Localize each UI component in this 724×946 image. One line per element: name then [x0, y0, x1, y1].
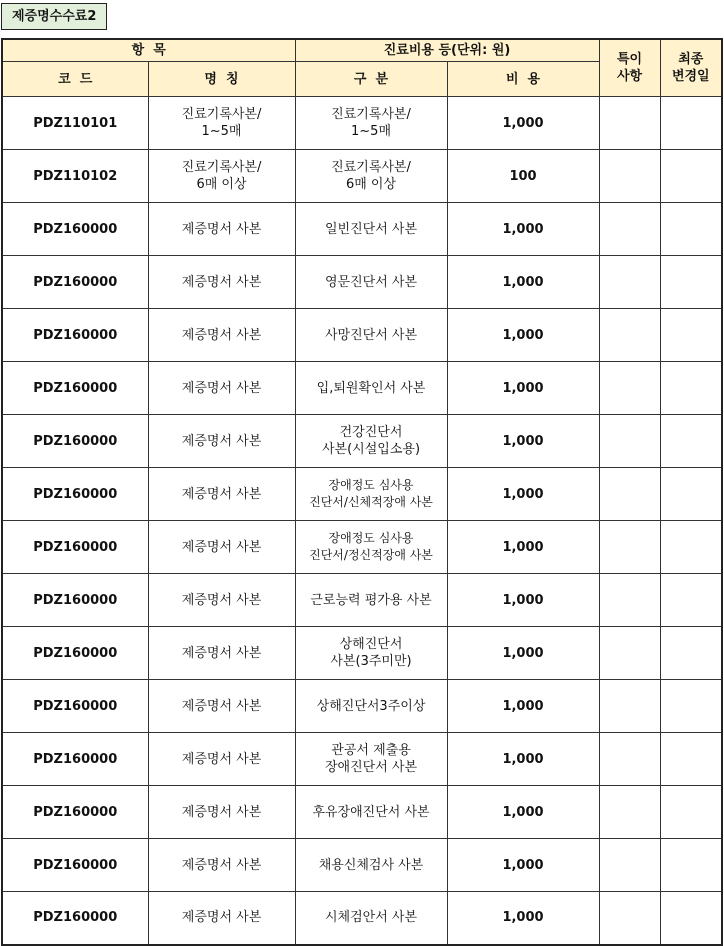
- code-cell: PDZ160000: [2, 574, 148, 627]
- fee-cell: 1,000: [447, 574, 599, 627]
- category-cell: 관공서 제출용 장애진단서 사본: [295, 733, 447, 786]
- remarks-cell: [599, 468, 660, 521]
- remarks-cell: [599, 627, 660, 680]
- remarks-cell: [599, 680, 660, 733]
- last-changed-cell: [660, 150, 722, 203]
- fee-cell: 1,000: [447, 892, 599, 945]
- last-changed-cell: [660, 203, 722, 256]
- category-cell: 사망진단서 사본: [295, 309, 447, 362]
- fee-table-body: [2, 97, 722, 945]
- fee-cell: 1,000: [447, 362, 599, 415]
- name-cell: 제증명서 사본: [148, 892, 295, 945]
- cost-group-header: 진료비용 등(단위: 원): [295, 39, 599, 62]
- code-cell: PDZ160000: [2, 627, 148, 680]
- last-changed-cell: [660, 574, 722, 627]
- category-cell: 일빈진단서 사본: [295, 203, 447, 256]
- code-header: 코 드: [2, 62, 148, 97]
- last-changed-cell: [660, 309, 722, 362]
- fee-cell: 1,000: [447, 839, 599, 892]
- last-changed-cell: [660, 680, 722, 733]
- table-row: [2, 892, 722, 945]
- remarks-cell: [599, 97, 660, 150]
- remarks-cell: [599, 203, 660, 256]
- name-cell: 제증명서 사본: [148, 839, 295, 892]
- category-cell: 진료기록사본/ 6매 이상: [295, 150, 447, 203]
- name-cell: 제증명서 사본: [148, 521, 295, 574]
- code-cell: PDZ160000: [2, 362, 148, 415]
- fee-cell: 1,000: [447, 468, 599, 521]
- name-cell: 진료기록사본/ 6매 이상: [148, 150, 295, 203]
- remarks-cell: [599, 733, 660, 786]
- name-cell: 제증명서 사본: [148, 362, 295, 415]
- code-cell: PDZ160000: [2, 415, 148, 468]
- name-cell: 제증명서 사본: [148, 468, 295, 521]
- fee-cell: 1,000: [447, 97, 599, 150]
- fee-cell: 1,000: [447, 786, 599, 839]
- table-row: [2, 309, 722, 362]
- name-cell: 제증명서 사본: [148, 574, 295, 627]
- category-cell: 입,퇴원확인서 사본: [295, 362, 447, 415]
- category-cell: 상해진단서3주이상: [295, 680, 447, 733]
- table-row: [2, 839, 722, 892]
- name-cell: 제증명서 사본: [148, 627, 295, 680]
- code-cell: PDZ160000: [2, 680, 148, 733]
- table-row: [2, 97, 722, 150]
- fee-header: 비 용: [447, 62, 599, 97]
- fee-cell: 1,000: [447, 680, 599, 733]
- code-cell: PDZ160000: [2, 733, 148, 786]
- code-cell: PDZ160000: [2, 839, 148, 892]
- name-cell: 진료기록사본/ 1~5매: [148, 97, 295, 150]
- table-row: [2, 680, 722, 733]
- code-cell: PDZ160000: [2, 521, 148, 574]
- table-row: [2, 786, 722, 839]
- category-cell: 근로능력 평가용 사본: [295, 574, 447, 627]
- remarks-cell: [599, 839, 660, 892]
- name-cell: 제증명서 사본: [148, 256, 295, 309]
- code-cell: PDZ160000: [2, 256, 148, 309]
- item-group-header: 항 목: [2, 39, 295, 62]
- category-cell: 채용신체검사 사본: [295, 839, 447, 892]
- category-cell: 영문진단서 사본: [295, 256, 447, 309]
- table-row: [2, 203, 722, 256]
- last-changed-header: 최종 변경일: [660, 39, 722, 97]
- name-cell: 제증명서 사본: [148, 786, 295, 839]
- category-cell: 건강진단서 사본(시설입소용): [295, 415, 447, 468]
- last-changed-cell: [660, 733, 722, 786]
- last-changed-cell: [660, 786, 722, 839]
- remarks-cell: [599, 309, 660, 362]
- name-header: 명 칭: [148, 62, 295, 97]
- category-cell: 상해진단서 사본(3주미만): [295, 627, 447, 680]
- document-title: 제증명수수료2: [1, 3, 107, 30]
- remarks-cell: [599, 892, 660, 945]
- fee-cell: 1,000: [447, 256, 599, 309]
- remarks-cell: [599, 256, 660, 309]
- table-row: [2, 362, 722, 415]
- code-cell: PDZ160000: [2, 468, 148, 521]
- name-cell: 제증명서 사본: [148, 415, 295, 468]
- table-row: [2, 150, 722, 203]
- code-cell: PDZ160000: [2, 786, 148, 839]
- last-changed-cell: [660, 362, 722, 415]
- fee-cell: 1,000: [447, 309, 599, 362]
- table-row: [2, 574, 722, 627]
- code-cell: PDZ160000: [2, 203, 148, 256]
- table-row: [2, 733, 722, 786]
- code-cell: PDZ110102: [2, 150, 148, 203]
- last-changed-cell: [660, 256, 722, 309]
- last-changed-cell: [660, 839, 722, 892]
- last-changed-cell: [660, 627, 722, 680]
- last-changed-cell: [660, 892, 722, 945]
- fee-cell: 1,000: [447, 627, 599, 680]
- remarks-cell: [599, 150, 660, 203]
- category-cell: 장애정도 심사용 진단서/정신적장애 사본: [295, 521, 447, 574]
- fee-table: [1, 38, 723, 946]
- last-changed-cell: [660, 415, 722, 468]
- fee-cell: 100: [447, 150, 599, 203]
- name-cell: 제증명서 사본: [148, 733, 295, 786]
- table-row: [2, 627, 722, 680]
- table-row: [2, 468, 722, 521]
- name-cell: 제증명서 사본: [148, 680, 295, 733]
- last-changed-cell: [660, 468, 722, 521]
- code-cell: PDZ160000: [2, 309, 148, 362]
- remarks-cell: [599, 415, 660, 468]
- last-changed-cell: [660, 521, 722, 574]
- category-cell: 진료기록사본/ 1~5매: [295, 97, 447, 150]
- code-cell: PDZ160000: [2, 892, 148, 945]
- fee-cell: 1,000: [447, 415, 599, 468]
- category-cell: 시체검안서 사본: [295, 892, 447, 945]
- fee-cell: 1,000: [447, 733, 599, 786]
- table-row: [2, 521, 722, 574]
- remarks-cell: [599, 786, 660, 839]
- remarks-cell: [599, 521, 660, 574]
- category-header: 구 분: [295, 62, 447, 97]
- name-cell: 제증명서 사본: [148, 203, 295, 256]
- category-cell: 장애정도 심사용 진단서/신체적장애 사본: [295, 468, 447, 521]
- fee-cell: 1,000: [447, 203, 599, 256]
- remarks-cell: [599, 362, 660, 415]
- category-cell: 후유장애진단서 사본: [295, 786, 447, 839]
- fee-cell: 1,000: [447, 521, 599, 574]
- last-changed-cell: [660, 97, 722, 150]
- table-row: [2, 256, 722, 309]
- remarks-cell: [599, 574, 660, 627]
- remarks-header: 특이 사항: [599, 39, 660, 97]
- code-cell: PDZ110101: [2, 97, 148, 150]
- table-row: [2, 415, 722, 468]
- name-cell: 제증명서 사본: [148, 309, 295, 362]
